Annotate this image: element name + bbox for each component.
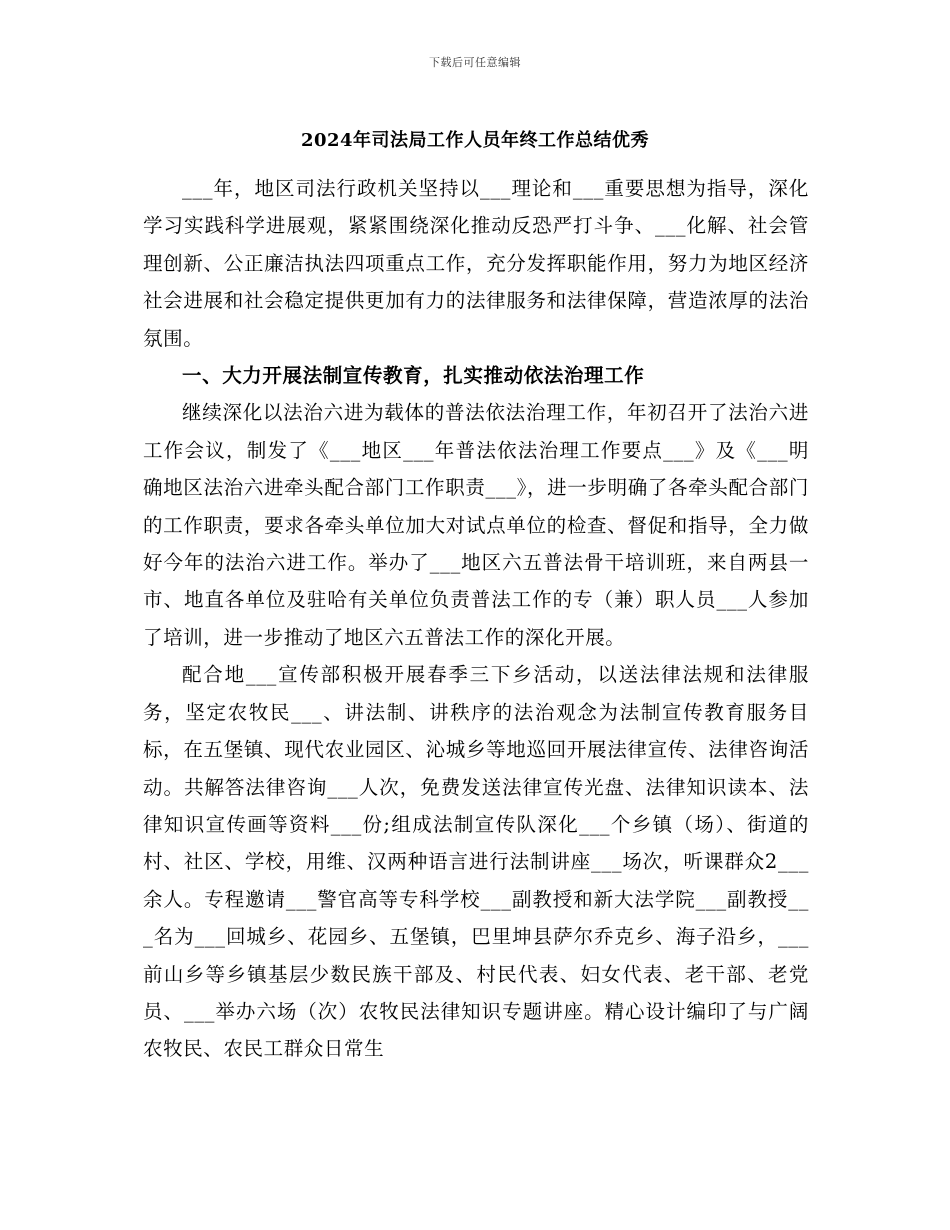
section-heading: 一、大力开展法制宣传教育，扎实推动依法治理工作 xyxy=(182,364,645,388)
document-body xyxy=(143,170,809,1068)
page-header: 下载后可任意编辑 xyxy=(429,56,521,69)
paragraph-legal-promotion: 继续深化以法治六进为载体的普法依法治理工作，年初召开了法治六进工作会议，制发了《___地区___年普法依法治理工作要点___》及《___明确地区法治六进牵头配合部门工作职责___》，进一步明确了各牵头配合部门的工作职责，要求各牵头单位加大对试点单位的检查、督促和指导，全力做好今年的法治六进工作。举办了___地区六五普法骨干培训班，来自两县一市、地直各单位及驻哈有关单位负责普法工作的专（兼）职人员___人参加了培训，进一步推动了地区六五普法工作的深化开展。 xyxy=(143,401,809,649)
paragraph-countryside-activity: 配合地___宣传部积极开展春季三下乡活动，以送法律法规和法律服务，坚定农牧民___、讲法制、讲秩序的法治观念为法制宣传教育服务目标，在五堡镇、现代农业园区、沁城乡等地巡回开展法律宣传、法律咨询活动。共解答法律咨询___人次，免费发送法律宣传光盘、法律知识读本、法律知识宣传画等资料___份;组成法制宣传队深化___个乡镇（场）、街道的村、社区、学校，用维、汉两种语言进行法制讲座___场次，听课群众2___余人。专程邀请___警官高等专科学校___副教授和新大法学院___副教授___名为___回城乡、花园乡、五堡镇，巴里坤县萨尔乔克乡、海子沿乡，___前山乡等乡镇基层少数民族干部及、村民代表、妇女代表、老干部、老党员、___举办六场（次）农牧民法律知识专题讲座。精心设计编印了与广阔农牧民、农民工群众日常生 xyxy=(143,663,809,1061)
paragraph-intro: ___年，地区司法行政机关坚持以___理论和___重要思想为指导，深化学习实践科学进展观，紧紧围绕深化推动反恐严打斗争、___化解、社会管理创新、公正廉洁执法四项重点工作，充分发挥职能作用，努力为地区经济社会进展和社会稳定提供更加有力的法律服务和法律保障，营造浓厚的法治氛围。 xyxy=(143,177,809,350)
document-title: 2024年司法局工作人员年终工作总结优秀 xyxy=(300,130,650,151)
